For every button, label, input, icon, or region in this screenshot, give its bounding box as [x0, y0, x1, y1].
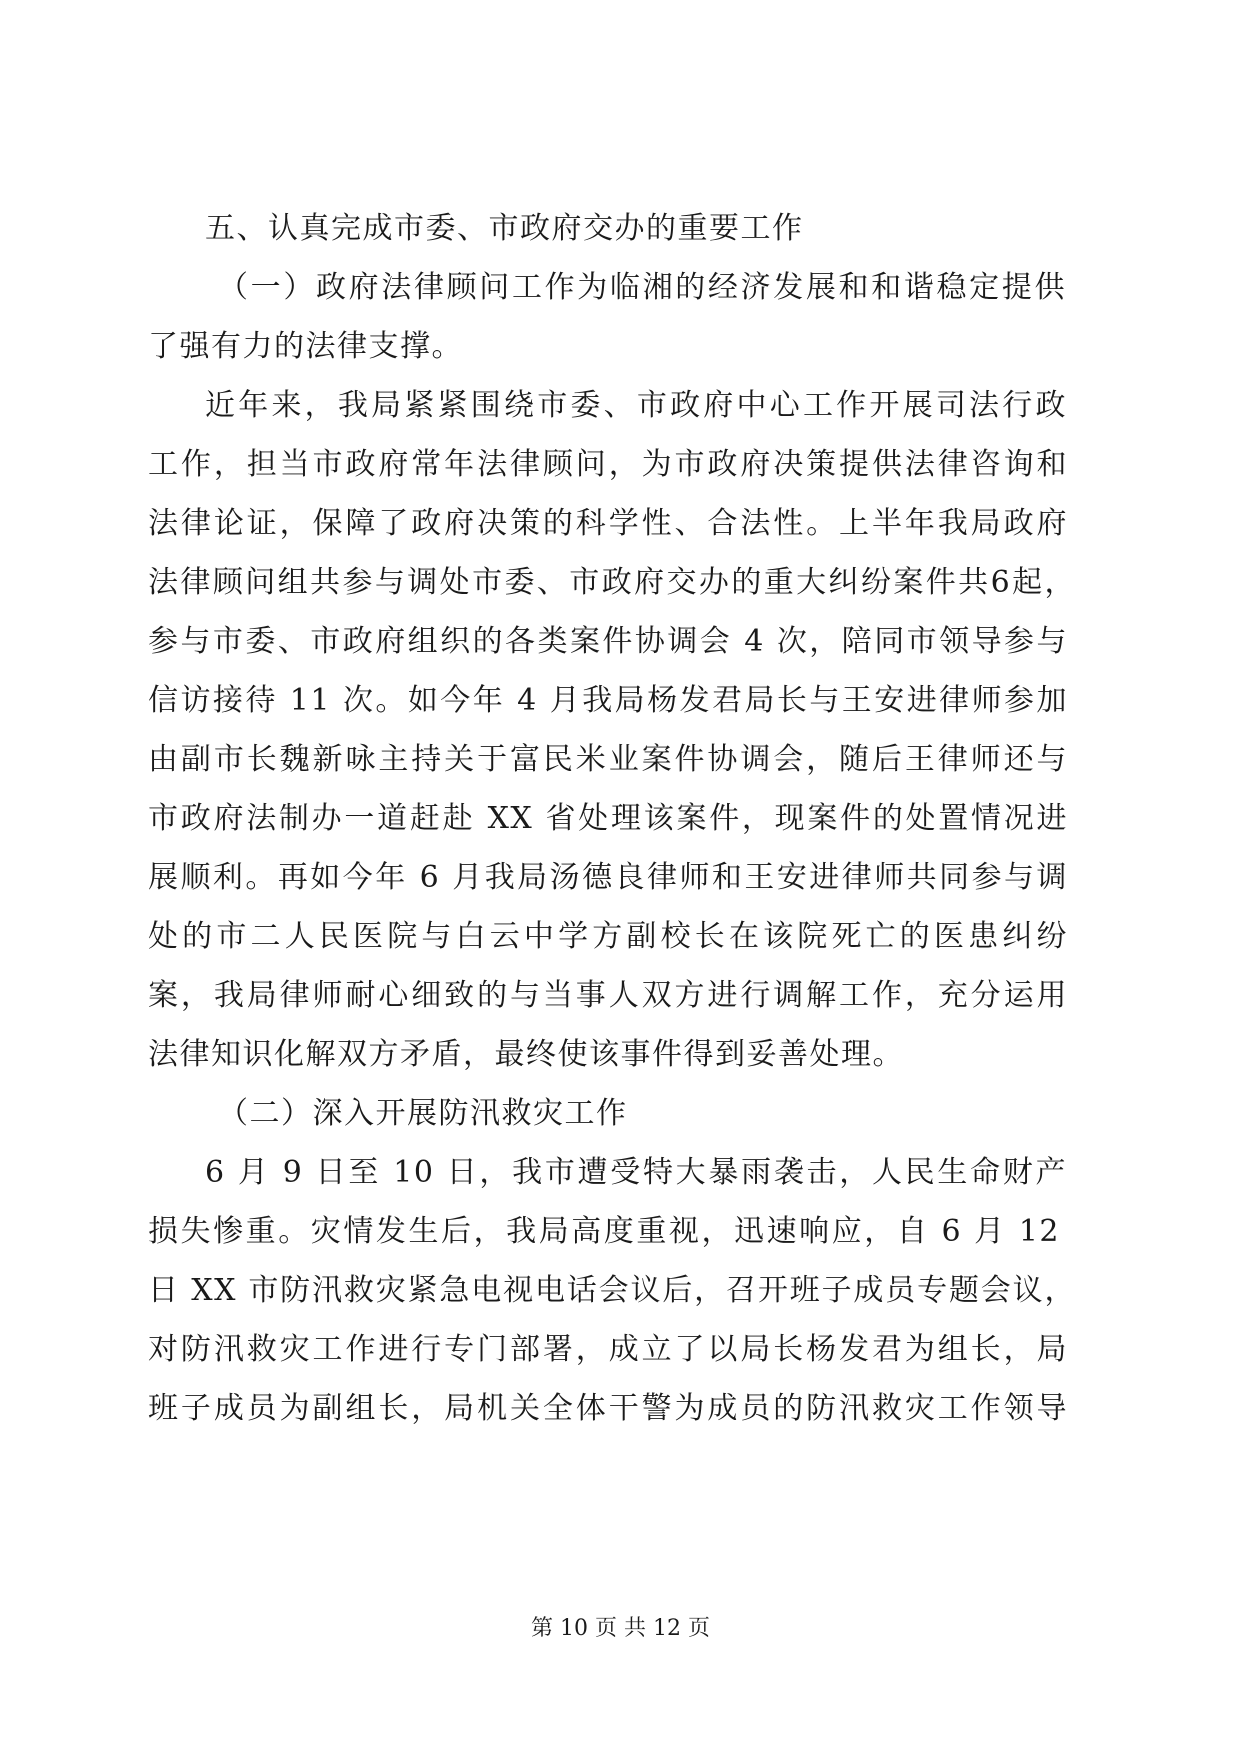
page-number-footer: 第 10 页 共 12 页	[531, 1616, 710, 1641]
subsection-heading-2: （二）深入开展防汛救灾工作	[218, 1096, 628, 1131]
text-line: 处的市二人民医院与白云中学方副校长在该院死亡的医患纠纷	[148, 919, 1068, 954]
text-line: 6 月 9 日至 10 日，我市遭受特大暴雨袭击，人民生命财产	[205, 1155, 1067, 1190]
text-line: 展顺利。再如今年 6 月我局汤德良律师和王安进律师共同参与调	[148, 860, 1068, 895]
text-line: 日 XX 市防汛救灾紧急电视电话会议后，召开班子成员专题会议，	[148, 1273, 1076, 1308]
text-line: 案，我局律师耐心细致的与当事人双方进行调解工作，充分运用	[148, 978, 1068, 1013]
text-line: 近年来，我局紧紧围绕市委、市政府中心工作开展司法行政	[205, 388, 1067, 423]
text-line: 工作，担当市政府常年法律顾问，为市政府决策提供法律咨询和	[148, 447, 1068, 482]
text-line: 由副市长魏新咏主持关于富民米业案件协调会，随后王律师还与	[148, 742, 1068, 777]
text-line: 对防汛救灾工作进行专门部署，成立了以局长杨发君为组长，局	[148, 1332, 1068, 1367]
section-heading: 五、认真完成市委、市政府交办的重要工作	[205, 211, 804, 246]
text-line: 法律论证，保障了政府决策的科学性、合法性。上半年我局政府	[148, 506, 1068, 541]
text-line: 市政府法制办一道赶赴 XX 省处理该案件，现案件的处置情况进	[148, 801, 1068, 836]
text-line: 班子成员为副组长，局机关全体干警为成员的防汛救灾工作领导	[148, 1391, 1068, 1426]
text-line: 法律顾问组共参与调处市委、市政府交办的重大纠纷案件共6起，	[148, 565, 1076, 600]
subsection-heading-1: （一）政府法律顾问工作为临湘的经济发展和和谐稳定提供	[218, 270, 1066, 305]
text-line: 法律知识化解双方矛盾，最终使该事件得到妥善处理。	[148, 1037, 904, 1072]
text-line: 了强有力的法律支撑。	[148, 329, 463, 364]
text-line: 参与市委、市政府组织的各类案件协调会 4 次，陪同市领导参与	[148, 624, 1068, 659]
text-line: 损失惨重。灾情发生后，我局高度重视，迅速响应，自 6 月 12	[148, 1214, 1060, 1249]
text-line: 信访接待 11 次。如今年 4 月我局杨发君局长与王安进律师参加	[148, 683, 1068, 718]
